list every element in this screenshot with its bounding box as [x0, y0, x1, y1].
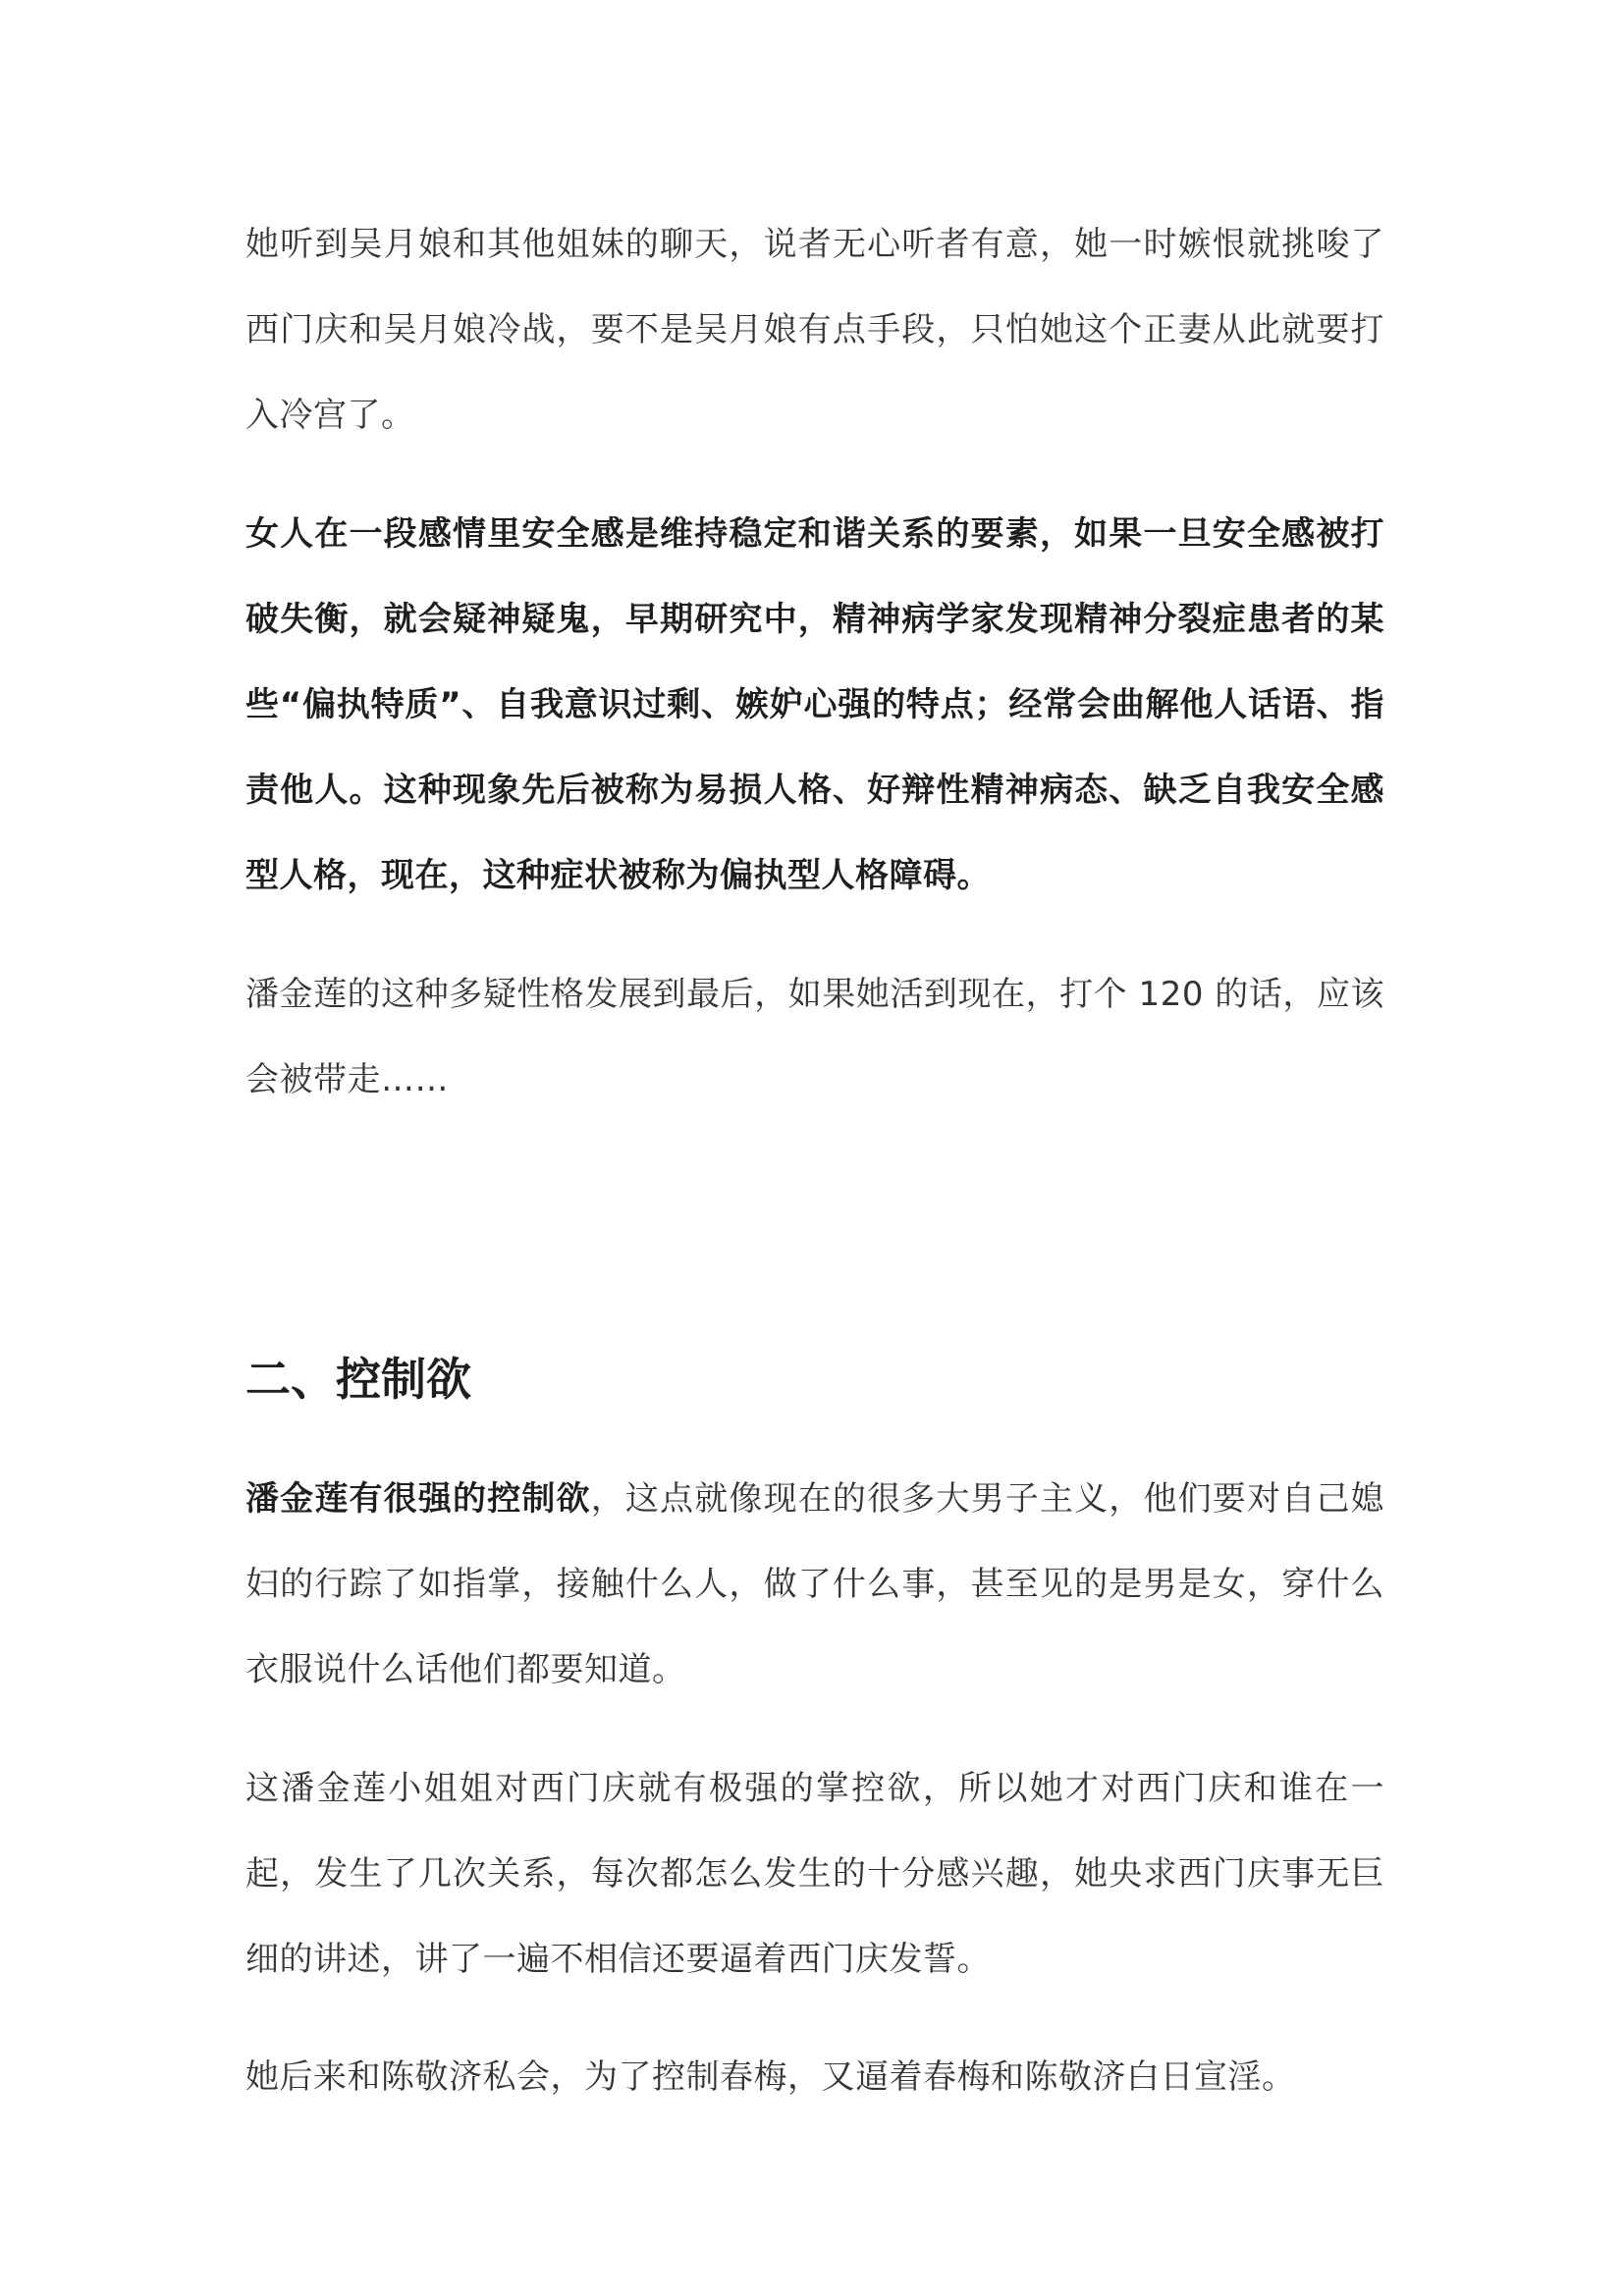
paragraph-suspicion-conclusion: 潘金莲的这种多疑性格发展到最后，如果她活到现在，打个 120 的话，应该会被带走…… — [245, 975, 1384, 1099]
paragraph-paranoid-personality: 女人在一段感情里安全感是维持稳定和谐关系的要素，如果一旦安全感被打破失衡，就会疑神疑鬼，早期研究中，精神病学家发现精神分裂症患者的某些“偏执特质”、自我意识过剩、嫉妒心强的特点；经常会曲解他人话语、指责他人。这种现象先后被称为易损人格、好辩性精神病态、缺乏自我安全感型人格，现在，这种症状被称为偏执型人格障碍。 — [245, 514, 1384, 895]
paragraph-body-text: ，这点就像现在的很多大男子主义，他们要对自己媳妇的行踪了如指掌，接触什么人，做了什么事，甚至见的是男是女，穿什么衣服说什么话他们都要知道。 — [245, 1479, 1384, 1689]
paragraph-lead-bold: 潘金莲有很强的控制欲 — [245, 1479, 591, 1519]
paragraph-chunmei: 她后来和陈敬济私会，为了控制春梅，又逼着春梅和陈敬济白日宣淫。 — [245, 2057, 1296, 2097]
section-heading-control: 二、控制欲 — [245, 1353, 471, 1406]
paragraph-control-desire — [245, 1457, 1384, 1713]
paragraph-jealousy: 她听到吴月娘和其他姐妹的聊天，说者无心听者有意，她一时嫉恨就挑唆了西门庆和吴月娘冷战，要不是吴月娘有点手段，只怕她这个正妻从此就要打入冷宫了。 — [245, 225, 1384, 435]
paragraph-ximenqing-control: 这潘金莲小姐姐对西门庆就有极强的掌控欲，所以她才对西门庆和谁在一起，发生了几次关系，每次都怎么发生的十分感兴趣，她央求西门庆事无巨细的讲述，讲了一遍不相信还要逼着西门庆发誓。 — [245, 1769, 1384, 1979]
